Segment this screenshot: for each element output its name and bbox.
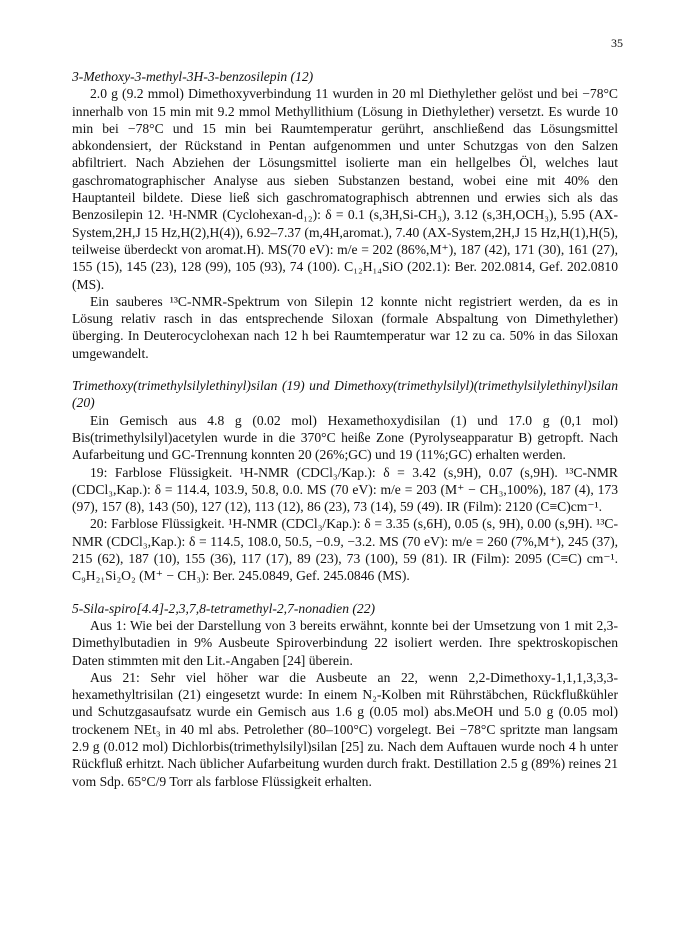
page-body — [72, 68, 618, 790]
paragraph-compound-20-data: 20: Farblose Flüssigkeit. ¹H-NMR (CDCl₃/Kap.): δ = 3.35 (s,6H), 0.05 (s, 9H), 0.00 (s,9H). ¹³C-NMR (CDCl₃,Kap.): δ = 114.5, 108.0, 50.5, −0.9, −3.2. MS (70 eV): m/e = 260 (7%,M⁺), 245 (37), 215 (62), 187 (10), 155 (36), 117 (17), 89 (23), 73 (100), 59 (81). IR (Film): 2095 (C≡C) cm⁻¹. C₉H₂₁Si₂O₂ (M⁺ − CH₃): Ber. 245.0849, Gef. 245.0846 (MS). — [72, 516, 618, 584]
heading-compounds-19-20: Trimethoxy(trimethylsilylethinyl)silan (19) und Dimethoxy(trimethylsilyl)(trimethylsilylethinyl)silan (20) — [72, 378, 618, 411]
paragraph-compound-12-synthesis: 2.0 g (9.2 mmol) Dimethoxyverbindung 11 wurden in 20 ml Diethylether gelöst und bei −78°C innerhalb von 15 min mit 9.2 mmol Methyllithium (Lösung in Diethylether) versetzt. Es wurde 10 min bei −78°C und 15 min bei Raumtemperatur gerührt, anschließend das Lösungsmittel abkondensiert, der Rückstand in Pentan aufgenommen und unter Schutzgas von den Salzen abfiltriert. Nach Abziehen der Lösungsmittel isolierte man ein hellgelbes Öl, welches laut gaschromatographischer Analyse aus sieben Substanzen bestand, wobei eine mit 40% den Hauptanteil bildete. Diese ließ sich gaschromatographisch abtrennen und erwies sich als das Benzosilepin 12. ¹H-NMR (Cyclohexan-d₁₂): δ = 0.1 (s,3H,Si-CH₃), 3.12 (s,3H,OCH₃), 5.95 (AX-System,2H,J 15 Hz,H(2),H(4)), 6.92–7.37 (m,4H,aromat.), 7.40 (AX-System,2H,J 15 Hz,H(1),H(5), teilweise überdeckt von aromat.H). MS(70 eV): m/e = 202 (86%,M⁺), 187 (42), 171 (30), 161 (27), 155 (15), 145 (23), 128 (99), 105 (93), 74 (100). C₁₂H₁₄SiO (202.1): Ber. 202.0814, Gef. 202.0810 (MS). — [72, 86, 618, 292]
heading-compound-12: 3-Methoxy-3-methyl-3H-3-benzosilepin (12) — [72, 69, 314, 84]
paragraph-compound-19-data: 19: Farblose Flüssigkeit. ¹H-NMR (CDCl₃/Kap.): δ = 3.42 (s,9H), 0.07 (s,9H). ¹³C-NMR (CDCl₃,Kap.): δ = 114.4, 103.9, 50.8, 0.0. MS (70 eV): m/e = 203 (M⁺ − CH₃,100%), 187 (4), 173 (97), 157 (8), 143 (50), 127 (12), 113 (12), 86 (23), 73 (14), 59 (49). IR (Film): 2120 (C≡C)cm⁻¹. — [72, 464, 618, 515]
paragraph-compound-22-from-1: Aus 1: Wie bei der Darstellung von 3 bereits erwähnt, konnte bei der Umsetzung von 1 mit 2,3-Dimethylbutadien in 9% Ausbeute Spiroverbindung 22 isoliert werden. Ihre spektroskopischen Daten stimmten mit den Lit.-Angaben [24] überein. — [72, 617, 618, 668]
paragraph-compound-22-from-21: Aus 21: Sehr viel höher war die Ausbeute an 22, wenn 2,2-Dimethoxy-1,1,1,3,3,3-hexamethyltrisilan (21) eingesetzt wurde: In einem N₂-Kolben mit Rührstäbchen, Rückflußkühler und Schutzgasaufsatz wurde ein Gemisch aus 1.6 g (0.05 mol) abs.MeOH und 5.0 g (0.05 mol) trockenem NEt₃ in 40 ml abs. Petrolether (80–100°C) vorgelegt. Bei −78°C spritzte man langsam 2.9 g (0.012 mol) Dichlorbis(trimethylsilyl)silan [25] zu. Nach dem Auftauen wurde noch 4 h unter Rückfluß erhitzt. Nach üblicher Aufarbeitung wurden durch frakt. Destillation 2.5 g (89%) reines 21 vom Sdp. 65°C/9 Torr als farblose Flüssigkeit erhalten. — [72, 669, 618, 789]
paragraph-compounds-19-20-synthesis: Ein Gemisch aus 4.8 g (0.02 mol) Hexamethoxydisilan (1) und 17.0 g (0,1 mol) Bis(trimethylsilyl)acetylen wurde in die 370°C heiße Zone (Pyrolyseapparatur B) getropft. Nach Aufarbeitung und GC-Trennung konnten 20 (26%;GC) und 19 (11%;GC) erhalten werden. — [72, 412, 618, 463]
paragraph-compound-12-nmr-note: Ein sauberes ¹³C-NMR-Spektrum von Silepin 12 konnte nicht registriert werden, da es in Lösung relativ rasch in das entsprechende Siloxan (formale Abspaltung von Dimethylether) überging. In Deuterocyclohexan nach 12 h bei Raumtemperatur war 12 zu ca. 50% in das Siloxan umgewandelt. — [72, 293, 618, 361]
page-number: 35 — [611, 36, 623, 50]
heading-compound-22: 5-Sila-spiro[4.4]-2,3,7,8-tetramethyl-2,7-nonadien (22) — [72, 600, 376, 616]
